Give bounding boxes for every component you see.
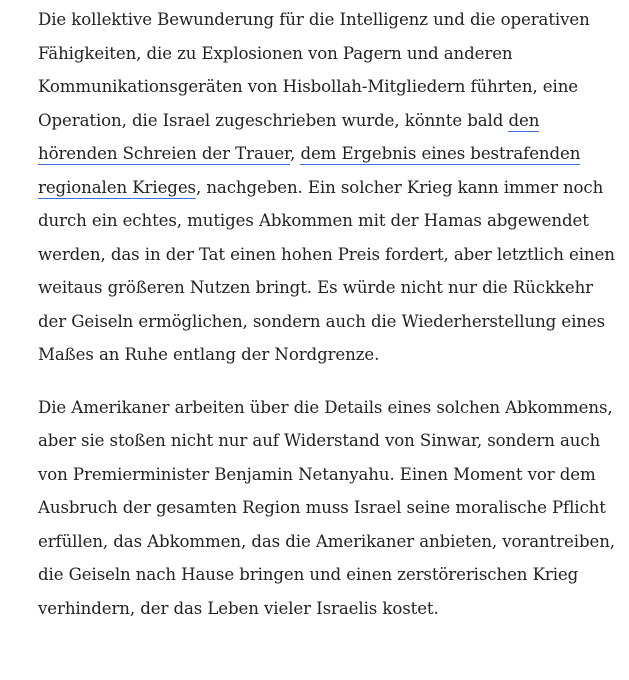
paragraph-1-text-2: , [290, 144, 301, 163]
paragraph-2-text-1: Die Amerikaner arbeiten über die Details eines solchen Abkommens, aber sie stoßen nicht nur auf Widerstand von Sinwar, sondern auch von Premierminister Benjamin Netanyahu. Einen Moment vor dem Ausbruch der gesamten Region muss Israel seine moralische Pflicht erfüllen, das Abkommen, das die Amerikaner anbieten, vorantreiben, die Geiseln nach Hause bringen und einen zerstörerischen Krieg verhindern, der das Leben vieler Israelis kostet. [38, 397, 615, 618]
paragraph-1 [38, 3, 616, 372]
link-regionaler-krieg[interactable]: dem Ergebnis eines bestrafenden regionalen Krieges [38, 144, 581, 197]
article-body [38, 3, 616, 625]
paragraph-2 [38, 391, 616, 626]
paragraph-1-text-1: Die kollektive Bewunderung für die Intelligenz und die operativen Fähigkeiten, die zu Explosionen von Pagern und anderen Kommunikationsgeräten von Hisbollah-Mitgliedern führten, eine Operation, die Israel zugeschrieben wurde, könnte bald [38, 10, 590, 130]
paragraph-1-text-3: , nachgeben. Ein solcher Krieg kann immer noch durch ein echtes, mutiges Abkommen mit der Hamas abgewendet werden, das in der Tat einen hohen Preis fordert, aber letztlich einen weitaus größeren Nutzen bringt. Es würde nicht nur die Rückkehr der Geiseln ermöglichen, sondern auch die Wiederherstellung eines Maßes an Ruhe entlang der Nordgrenze. [38, 177, 615, 364]
link-schreien-der-trauer[interactable]: den hörenden Schreien der Trauer [38, 110, 540, 163]
